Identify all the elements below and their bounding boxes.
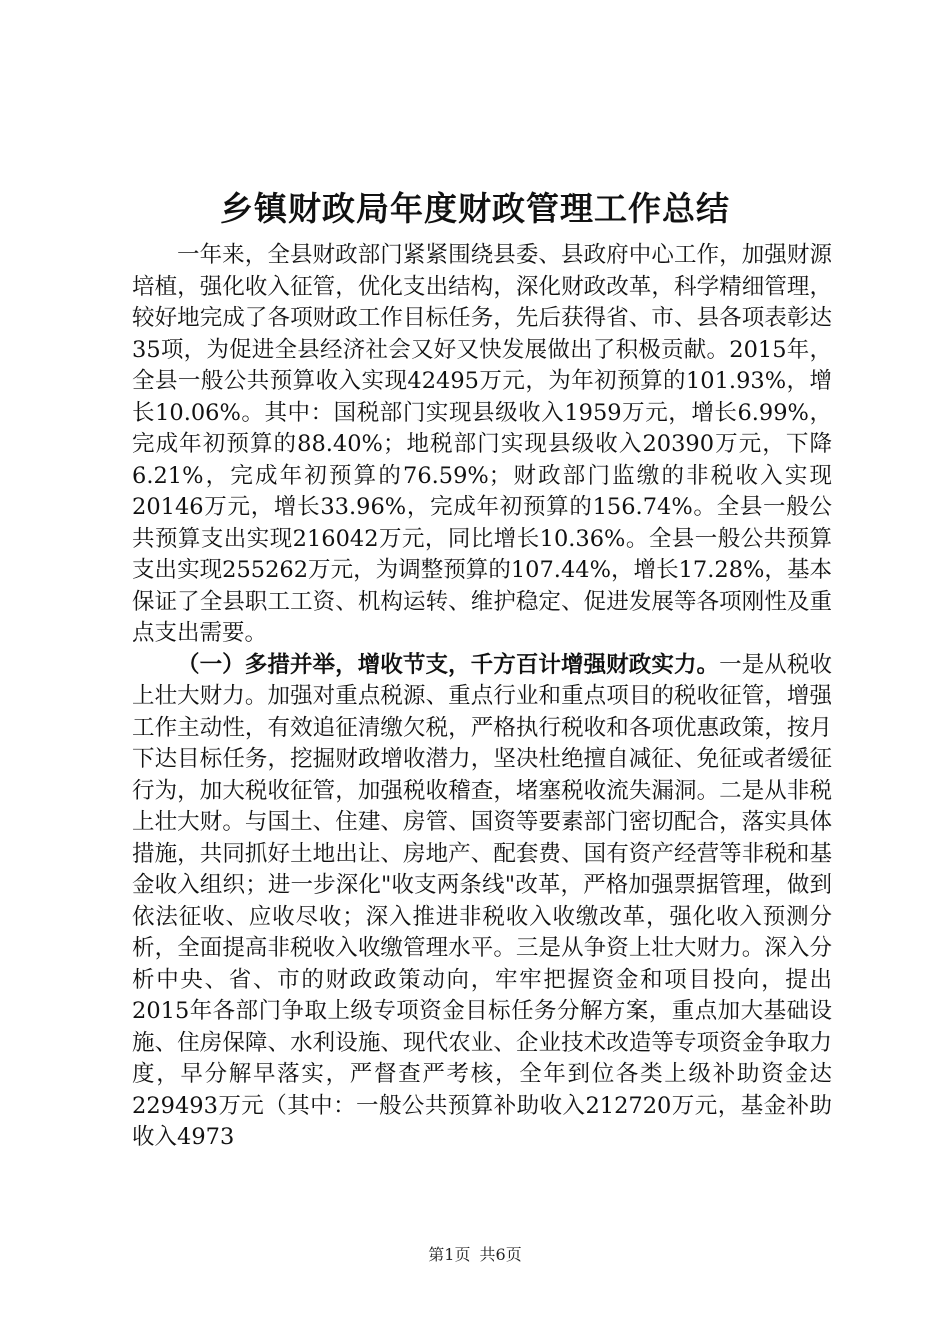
page-footer [0,1244,950,1266]
section-heading: （一）多措并举，增收节支，千方百计增强财政实力。 [177,651,720,678]
paragraph-section-1 [132,650,832,1154]
paragraph-intro [132,240,832,650]
document-body [132,240,832,1154]
page-title: 乡镇财政局年度财政管理工作总结 [220,189,730,228]
paragraph-text: 一是从税收上壮大财力。加强对重点税源、重点行业和重点项目的税收征管，增强工作主动性，有效追征清缴欠税，严格执行税收和各项优惠政策，按月下达目标任务，挖掘财政增收潜力，坚决杜绝擅自减征、免征或者缓征行为，加大税收征管，加强税收稽查，堵塞税收流失漏洞。二是从非税上壮大财。与国土、住建、房管、国资等要素部门密切配合，落实具体措施，共同抓好土地出让、房地产、配套费、国有资产经营等非税和基金收入组织；进一步深化"收支两条线"改革，严格加强票据管理，做到依法征收、应收尽收；深入推进非税收入收缴改革，强化收入预测分析，全面提高非税收入收缴管理水平。三是从争资上壮大财力。深入分析中央、省、市的财政政策动向，牢牢把握资金和项目投向，提出2015年各部门争取上级专项资金目标任务分解方案，重点加大基础设施、住房保障、水利设施、现代农业、企业技术改造等专项资金争取力度，早分解早落实，严督查严考核，全年到位各类上级补助资金达229493万元（其中：一般公共预算补助收入212720万元，基金补助收入4973 [132,651,832,1150]
paragraph-text: 一年来，全县财政部门紧紧围绕县委、县政府中心工作，加强财源培植，强化收入征管，优化支出结构，深化财政改革，科学精细管理，较好地完成了各项财政工作目标任务，先后获得省、市、县各项表彰达35项，为促进全县经济社会又好又快发展做出了积极贡献。2015年，全县一般公共预算收入实现42495万元，为年初预算的101.93%，增长10.06%。其中：国税部门实现县级收入1959万元，增长6.99%，完成年初预算的88.40%；地税部门实现县级收入20390万元，下降6.21%，完成年初预算的76.59%；财政部门监缴的非税收入实现20146万元，增长33.96%，完成年初预算的156.74%。全县一般公共预算支出实现216042万元，同比增长10.36%。全县一般公共预算支出实现255262万元，为调整预算的107.44%，增长17.28%，基本保证了全县职工工资、机构运转、维护稳定、促进发展等各项刚性及重点支出需要。 [132,242,832,646]
page-total: 共6页 [479,1245,522,1264]
page-number: 第1页 [428,1245,471,1264]
